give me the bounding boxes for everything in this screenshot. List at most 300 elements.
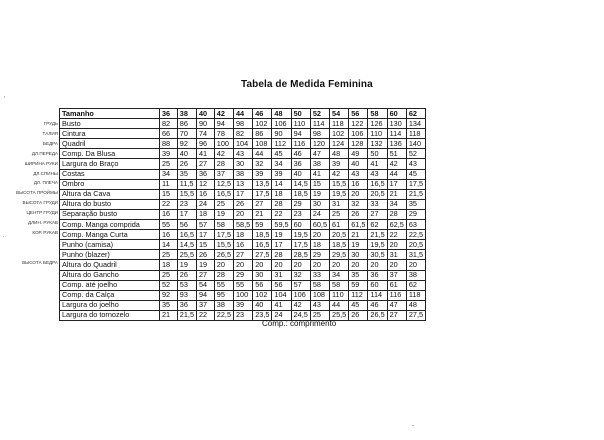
measure-value-cell: 124 [330, 139, 349, 149]
measure-value-cell: 106 [272, 119, 291, 129]
side-annotation-label: ВЫСОТА ПРОЙМЫ [16, 190, 58, 196]
measure-value-cell: 140 [406, 139, 425, 149]
measure-name-cell: Punho (blazer) [60, 250, 160, 260]
measure-value-cell: 21 [160, 310, 178, 320]
header-size-cell: 52 [310, 109, 329, 119]
table-row [60, 189, 426, 199]
measure-value-cell: 17,5 [291, 240, 310, 250]
measure-value-cell: 21,5 [177, 310, 196, 320]
measure-value-cell: 20,5 [368, 189, 387, 199]
measure-value-cell: 31,5 [406, 250, 425, 260]
measure-value-cell: 108 [310, 290, 329, 300]
measure-value-cell: 26 [197, 250, 215, 260]
measure-value-cell: 47 [387, 300, 406, 310]
measure-value-cell: 20 [349, 189, 368, 199]
header-size-cell: 58 [368, 109, 387, 119]
measure-value-cell: 14,5 [177, 240, 196, 250]
measure-value-cell: 95 [214, 290, 233, 300]
measure-value-cell: 41 [310, 169, 329, 179]
measure-value-cell: 30 [253, 270, 272, 280]
measure-value-cell: 32 [253, 159, 272, 169]
measure-value-cell: 20 [234, 209, 253, 219]
measure-value-cell: 15 [310, 179, 329, 189]
measure-value-cell: 32 [349, 199, 368, 209]
measure-value-cell: 26 [234, 199, 253, 209]
measure-value-cell: 106 [291, 290, 310, 300]
measure-value-cell: 45 [272, 149, 291, 159]
measure-value-cell: 66 [160, 129, 178, 139]
measure-value-cell: 42 [291, 300, 310, 310]
measure-value-cell: 40 [177, 149, 196, 159]
side-annotation-label: КОР. РУКАВ [32, 229, 58, 235]
measure-value-cell: 39 [253, 169, 272, 179]
measure-value-cell: 19 [349, 240, 368, 250]
measure-name-cell: Altura da Cava [60, 189, 160, 199]
measure-value-cell: 28,5 [291, 250, 310, 260]
measure-value-cell: 40 [349, 159, 368, 169]
measure-value-cell: 36 [197, 169, 215, 179]
measure-value-cell: 26 [177, 159, 196, 169]
measure-value-cell: 48 [330, 149, 349, 159]
measure-value-cell: 14 [160, 240, 178, 250]
table-row [60, 169, 426, 179]
measure-value-cell: 27 [368, 209, 387, 219]
measure-value-cell: 17 [272, 240, 291, 250]
measure-value-cell: 19 [272, 230, 291, 240]
measure-value-cell: 16,5 [253, 240, 272, 250]
measure-value-cell: 18,5 [253, 230, 272, 240]
measure-value-cell: 25,5 [177, 250, 196, 260]
measure-value-cell: 102 [253, 119, 272, 129]
measure-value-cell: 20 [310, 260, 329, 270]
table-row [60, 159, 426, 169]
measure-value-cell: 27 [197, 270, 215, 280]
table-row [60, 230, 426, 240]
measure-value-cell: 28 [214, 159, 233, 169]
measure-value-cell: 21 [253, 209, 272, 219]
measure-value-cell: 35 [406, 199, 425, 209]
measure-value-cell: 22 [197, 310, 215, 320]
measure-value-cell: 126 [368, 119, 387, 129]
measure-value-cell: 15 [160, 189, 178, 199]
measure-value-cell: 36 [368, 270, 387, 280]
measure-name-cell: Punho (camisa) [60, 240, 160, 250]
measure-value-cell: 14,5 [291, 179, 310, 189]
measure-value-cell: 16 [234, 240, 253, 250]
measure-value-cell: 23 [234, 310, 253, 320]
measure-value-cell: 19 [214, 209, 233, 219]
measure-value-cell: 90 [197, 119, 215, 129]
header-size-cell: 54 [330, 109, 349, 119]
measure-value-cell: 16,5 [214, 189, 233, 199]
measure-value-cell: 22 [160, 199, 178, 209]
measure-value-cell: 25 [160, 270, 178, 280]
measure-value-cell: 136 [387, 139, 406, 149]
measure-value-cell: 25 [160, 250, 178, 260]
table-row [60, 290, 426, 300]
table-row [60, 250, 426, 260]
measure-value-cell: 39 [330, 159, 349, 169]
measure-value-cell: 78 [214, 129, 233, 139]
measure-value-cell: 43 [310, 300, 329, 310]
measure-name-cell: Cintura [60, 129, 160, 139]
measure-value-cell: 25 [160, 159, 178, 169]
measure-value-cell: 59 [253, 220, 272, 230]
measure-value-cell: 112 [272, 139, 291, 149]
measure-value-cell: 61 [387, 280, 406, 290]
measure-value-cell: 20 [214, 260, 233, 270]
measure-value-cell: 44 [330, 300, 349, 310]
measure-value-cell: 43 [406, 159, 425, 169]
measure-value-cell: 22 [272, 209, 291, 219]
side-annotation-label: ДЛ. ПЛЕЧА [33, 180, 58, 186]
measure-value-cell: 57 [197, 220, 215, 230]
measure-value-cell: 92 [160, 290, 178, 300]
measure-name-cell: Altura do busto [60, 199, 160, 209]
measure-value-cell: 46 [368, 300, 387, 310]
measure-value-cell: 61,5 [349, 220, 368, 230]
measure-value-cell: 35 [160, 300, 178, 310]
measure-value-cell: 16 [160, 209, 178, 219]
measure-value-cell: 23 [177, 199, 196, 209]
measure-value-cell: 28 [214, 270, 233, 280]
table-row [60, 260, 426, 270]
measure-value-cell: 38 [406, 270, 425, 280]
measure-value-cell: 110 [291, 119, 310, 129]
measure-value-cell: 58,5 [234, 220, 253, 230]
measure-value-cell: 22 [387, 230, 406, 240]
measure-name-cell: Comp. Manga comprida [60, 220, 160, 230]
measure-value-cell: 43 [368, 169, 387, 179]
measure-value-cell: 118 [330, 119, 349, 129]
measure-value-cell: 18 [197, 209, 215, 219]
measure-value-cell: 55 [214, 280, 233, 290]
measure-value-cell: 92 [177, 139, 196, 149]
measure-value-cell: 12,5 [214, 179, 233, 189]
measure-value-cell: 15,5 [214, 240, 233, 250]
measure-value-cell: 19 [310, 189, 329, 199]
measure-value-cell: 26,5 [368, 310, 387, 320]
table-row [60, 179, 426, 189]
measure-value-cell: 26 [177, 270, 196, 280]
measure-value-cell: 24 [272, 310, 291, 320]
measure-value-cell: 43 [234, 149, 253, 159]
table-row [60, 280, 426, 290]
measure-value-cell: 19,5 [291, 230, 310, 240]
measure-value-cell: 20 [310, 230, 329, 240]
table-row [60, 209, 426, 219]
measure-value-cell: 22,5 [214, 310, 233, 320]
side-annotation-label: ТАЛИЯ [42, 130, 58, 136]
header-size-cell: 46 [253, 109, 272, 119]
side-annotation-label: ШИРИНА РУКИ [24, 160, 58, 166]
measure-value-cell: 88 [160, 139, 178, 149]
measure-value-cell: 94 [291, 129, 310, 139]
measure-value-cell: 20,5 [330, 230, 349, 240]
measure-value-cell: 26 [349, 310, 368, 320]
table-row [60, 129, 426, 139]
measure-value-cell: 21,5 [368, 230, 387, 240]
measure-value-cell: 56 [177, 220, 196, 230]
measure-value-cell: 23 [291, 209, 310, 219]
measure-value-cell: 39 [234, 300, 253, 310]
measure-value-cell: 20 [272, 260, 291, 270]
measure-value-cell: 32 [291, 270, 310, 280]
measure-value-cell: 122 [349, 119, 368, 129]
measure-value-cell: 20 [387, 240, 406, 250]
measure-value-cell: 62 [406, 280, 425, 290]
header-size-cell: 40 [197, 109, 215, 119]
measure-value-cell: 58 [310, 280, 329, 290]
measure-value-cell: 20 [349, 260, 368, 270]
header-size-cell: 60 [387, 109, 406, 119]
measure-value-cell: 62,5 [387, 220, 406, 230]
measure-value-cell: 114 [368, 290, 387, 300]
measure-name-cell: Comp. Da Blusa [60, 149, 160, 159]
measure-value-cell: 104 [272, 290, 291, 300]
table-row [60, 270, 426, 280]
measure-value-cell: 30,5 [368, 250, 387, 260]
measure-value-cell: 20 [234, 260, 253, 270]
measure-value-cell: 41 [272, 300, 291, 310]
measure-value-cell: 60 [291, 220, 310, 230]
measure-value-cell: 46 [291, 149, 310, 159]
measure-value-cell: 63 [406, 220, 425, 230]
measure-value-cell: 82 [234, 129, 253, 139]
side-annotation-label: ВЫСОТА ГРУДИ [22, 200, 58, 206]
measure-value-cell: 57 [291, 280, 310, 290]
measure-value-cell: 15,5 [330, 179, 349, 189]
table-row [60, 310, 426, 320]
header-size-cell: 42 [214, 109, 233, 119]
measure-value-cell: 17,5 [214, 230, 233, 240]
measure-value-cell: 16 [160, 230, 178, 240]
measure-value-cell: 17 [197, 230, 215, 240]
measure-value-cell: 40 [253, 300, 272, 310]
measure-value-cell: 17 [177, 209, 196, 219]
scan-speck [4, 96, 5, 98]
measure-value-cell: 33 [310, 270, 329, 280]
measure-value-cell: 31 [272, 270, 291, 280]
measure-value-cell: 53 [177, 280, 196, 290]
measure-value-cell: 102 [253, 290, 272, 300]
measure-value-cell: 114 [387, 129, 406, 139]
measure-value-cell: 39 [160, 149, 178, 159]
measure-value-cell: 14 [272, 179, 291, 189]
measure-value-cell: 128 [349, 139, 368, 149]
measure-value-cell: 19,5 [368, 240, 387, 250]
measure-value-cell: 60,5 [310, 220, 329, 230]
measure-value-cell: 11,5 [177, 179, 196, 189]
measure-value-cell: 44 [387, 169, 406, 179]
header-size-cell: 38 [177, 109, 196, 119]
measure-value-cell: 98 [310, 129, 329, 139]
measure-value-cell: 55 [234, 280, 253, 290]
size-chart-table [59, 108, 426, 321]
measure-value-cell: 74 [197, 129, 215, 139]
measure-value-cell: 27,5 [406, 310, 425, 320]
measure-value-cell: 62 [368, 220, 387, 230]
measure-value-cell: 33 [368, 199, 387, 209]
measure-value-cell: 54 [197, 280, 215, 290]
measure-name-cell: Comp. até joelho [60, 280, 160, 290]
measure-value-cell: 40 [291, 169, 310, 179]
measure-value-cell: 34 [387, 199, 406, 209]
measure-value-cell: 118 [406, 290, 425, 300]
measure-value-cell: 12 [197, 179, 215, 189]
measure-value-cell: 37 [387, 270, 406, 280]
measure-value-cell: 43 [349, 169, 368, 179]
measure-value-cell: 86 [177, 119, 196, 129]
measure-value-cell: 21 [387, 189, 406, 199]
scan-speck [3, 236, 4, 237]
measure-value-cell: 37 [197, 300, 215, 310]
measure-value-cell: 110 [330, 290, 349, 300]
measure-value-cell: 26,5 [214, 250, 233, 260]
measure-value-cell: 18 [234, 230, 253, 240]
measure-value-cell: 18 [272, 189, 291, 199]
measure-name-cell: Ombro [60, 179, 160, 189]
measure-value-cell: 56 [253, 280, 272, 290]
measure-value-cell: 35 [349, 270, 368, 280]
measure-value-cell: 17 [387, 179, 406, 189]
measure-value-cell: 19 [197, 260, 215, 270]
measure-value-cell: 42 [330, 169, 349, 179]
measure-name-cell: Comp. Manga Curta [60, 230, 160, 240]
measure-value-cell: 21,5 [406, 189, 425, 199]
measure-value-cell: 29 [406, 209, 425, 219]
measure-value-cell: 51 [387, 149, 406, 159]
measure-value-cell: 26 [349, 209, 368, 219]
measure-value-cell: 58 [214, 220, 233, 230]
measure-value-cell: 18,5 [291, 189, 310, 199]
side-annotation-label: ДЛИН. РУКАВ [28, 220, 58, 225]
measure-value-cell: 19 [177, 260, 196, 270]
measure-value-cell: 17 [234, 189, 253, 199]
measure-value-cell: 94 [197, 290, 215, 300]
measure-value-cell: 59 [349, 280, 368, 290]
measure-value-cell: 102 [330, 129, 349, 139]
measure-value-cell: 100 [234, 290, 253, 300]
measure-value-cell: 19,5 [330, 189, 349, 199]
measure-value-cell: 112 [349, 290, 368, 300]
measure-value-cell: 20 [291, 260, 310, 270]
measure-value-cell: 34 [330, 270, 349, 280]
measure-value-cell: 24 [197, 199, 215, 209]
table-row [60, 300, 426, 310]
measure-value-cell: 34 [272, 159, 291, 169]
measure-value-cell: 16 [349, 179, 368, 189]
measure-value-cell: 13 [234, 179, 253, 189]
measure-value-cell: 93 [177, 290, 196, 300]
measure-value-cell: 50 [368, 149, 387, 159]
header-size-cell: 36 [160, 109, 178, 119]
measure-value-cell: 116 [291, 139, 310, 149]
measure-value-cell: 30 [234, 159, 253, 169]
measure-value-cell: 38 [310, 159, 329, 169]
header-size-cell: 62 [406, 109, 425, 119]
side-annotation-label: БЕДРА [42, 140, 58, 146]
measure-value-cell: 25 [214, 199, 233, 209]
table-body [60, 119, 426, 321]
measure-value-cell: 24,5 [291, 310, 310, 320]
measure-value-cell: 18,5 [330, 240, 349, 250]
measure-name-cell: Altura do Quadril [60, 260, 160, 270]
footnote: Comp.: comprimento [262, 319, 337, 328]
measure-value-cell: 20 [387, 260, 406, 270]
measure-value-cell: 27 [387, 310, 406, 320]
page-title: Tabela de Medida Feminina [241, 79, 373, 90]
measure-value-cell: 108 [253, 139, 272, 149]
table-row [60, 149, 426, 159]
side-annotation-label: ВЫСОТА БЕДРА [22, 259, 58, 265]
measure-value-cell: 59,5 [272, 220, 291, 230]
measure-value-cell: 36 [177, 300, 196, 310]
measure-value-cell: 44 [253, 149, 272, 159]
measure-name-cell: Largura do tornozelo [60, 310, 160, 320]
measure-value-cell: 17,5 [406, 179, 425, 189]
measure-value-cell: 38 [234, 169, 253, 179]
measure-value-cell: 70 [177, 129, 196, 139]
measure-value-cell: 55 [160, 220, 178, 230]
side-annotation-label: ДЛ.ПЕРЕДА [31, 150, 58, 156]
measure-value-cell: 52 [160, 280, 178, 290]
measure-value-cell: 41 [197, 149, 215, 159]
measure-value-cell: 120 [310, 139, 329, 149]
measure-name-cell: Largura do joelho [60, 300, 160, 310]
measure-value-cell: 61 [330, 220, 349, 230]
side-annotation-label: ГРУДЬ [43, 121, 58, 126]
measure-value-cell: 56 [272, 280, 291, 290]
measure-name-cell: Separação busto [60, 209, 160, 219]
header-label: Tamanho [60, 109, 160, 119]
measure-value-cell: 41 [368, 159, 387, 169]
measure-value-cell: 25 [310, 310, 329, 320]
measure-value-cell: 28 [272, 250, 291, 260]
header-size-cell: 56 [349, 109, 368, 119]
measure-value-cell: 36 [291, 159, 310, 169]
measure-value-cell: 86 [253, 129, 272, 139]
measure-name-cell: Altura do Gancho [60, 270, 160, 280]
header-size-cell: 44 [234, 109, 253, 119]
measure-value-cell: 11 [160, 179, 178, 189]
measure-value-cell: 20 [406, 260, 425, 270]
measure-value-cell: 106 [349, 129, 368, 139]
measure-value-cell: 116 [387, 290, 406, 300]
measure-value-cell: 48 [406, 300, 425, 310]
measure-name-cell: Costas [60, 169, 160, 179]
measure-value-cell: 52 [406, 149, 425, 159]
measure-value-cell: 16 [197, 189, 215, 199]
measure-value-cell: 47 [310, 149, 329, 159]
table-row [60, 199, 426, 209]
measure-value-cell: 42 [214, 149, 233, 159]
measure-value-cell: 90 [272, 129, 291, 139]
measure-name-cell: Quadril [60, 139, 160, 149]
measure-value-cell: 15,5 [177, 189, 196, 199]
measure-value-cell: 16,5 [368, 179, 387, 189]
measure-value-cell: 35 [177, 169, 196, 179]
measure-value-cell: 114 [310, 119, 329, 129]
measure-value-cell: 96 [197, 139, 215, 149]
measure-value-cell: 27 [197, 159, 215, 169]
measure-value-cell: 27,5 [253, 250, 272, 260]
table-header-row [60, 109, 426, 119]
measure-value-cell: 27 [234, 250, 253, 260]
measure-value-cell: 15 [197, 240, 215, 250]
measure-value-cell: 18 [160, 260, 178, 270]
measure-value-cell: 31 [387, 250, 406, 260]
